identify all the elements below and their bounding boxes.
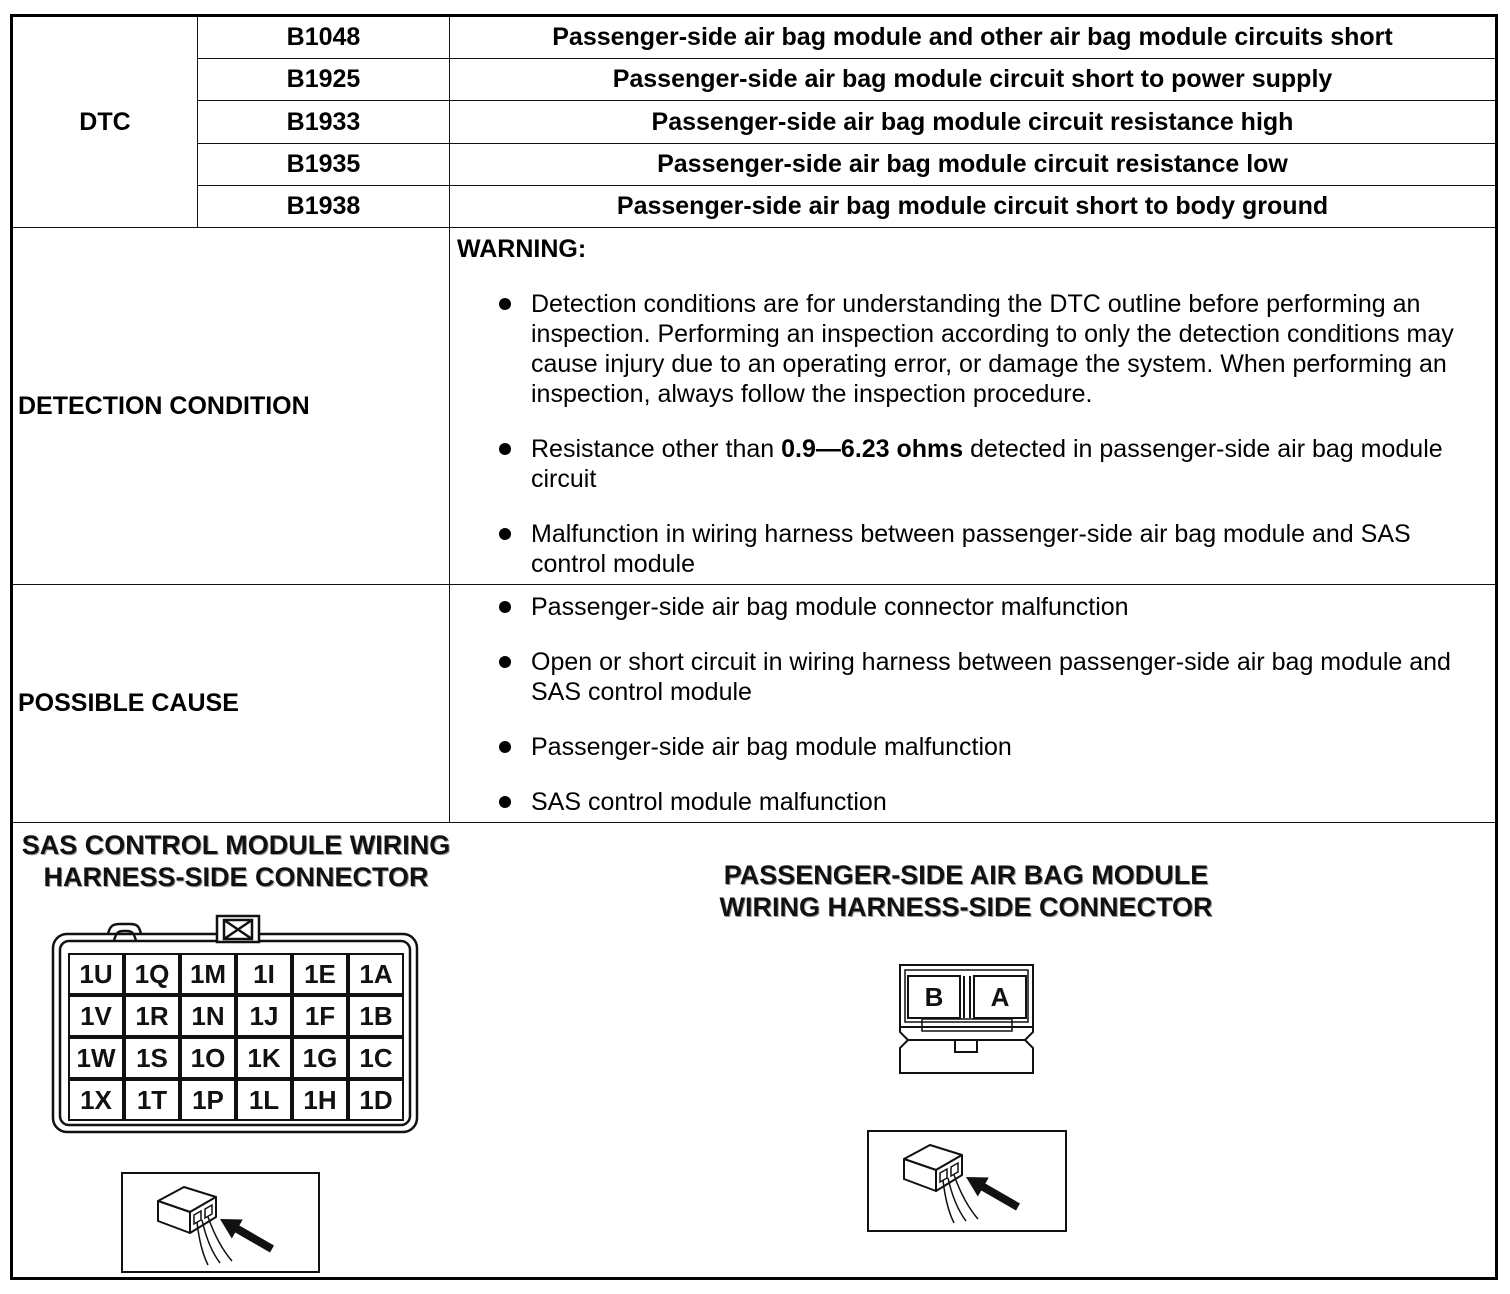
dtc-code: B1935 (286, 150, 361, 178)
divider (197, 17, 198, 227)
dtc-description: Passenger-side air bag module circuit resistance low (657, 150, 1288, 178)
bullet-text-line: Passenger-side air bag module connector malfunction (531, 593, 1129, 621)
bullet-text-line (531, 434, 1495, 464)
sas-terminal-1k: 1K (236, 1037, 292, 1079)
sas-terminal-1x: 1X (68, 1079, 124, 1121)
cause-bullet (450, 732, 1495, 762)
detection-bullet (450, 519, 1495, 579)
connector-tray (922, 1019, 1012, 1031)
sas-terminal-1g: 1G (292, 1037, 348, 1079)
title-line: PASSENGER-SIDE AIR BAG MODULE (723, 860, 1209, 890)
bullet-text-line: SAS control module malfunction (531, 788, 887, 816)
sas-terminal-1u: 1U (68, 953, 124, 995)
bullet-text-line: control module (531, 550, 695, 578)
divider (197, 185, 1495, 186)
resistance-range: 0.9—6.23 ohms (781, 435, 964, 463)
sas-terminal-1v: 1V (68, 995, 124, 1037)
dtc-code: B1938 (286, 192, 361, 220)
passenger-connector-title (696, 859, 1236, 923)
bullet-dot (499, 443, 511, 455)
sas-terminal-1j: 1J (236, 995, 292, 1037)
dtc-code: B1933 (286, 107, 361, 136)
divider (449, 17, 450, 822)
bullet-dot (499, 656, 511, 668)
detection-condition-content (450, 234, 1495, 604)
resistance-text-before: Resistance other than (531, 435, 782, 463)
bullet-text-line: Open or short circuit in wiring harness between passenger-side air bag module and (531, 648, 1451, 676)
dtc-description: Passenger-side air bag module circuit resistance high (651, 107, 1294, 136)
divider (197, 143, 1495, 144)
sas-terminal-1a: 1A (348, 953, 404, 995)
sas-terminal-1e: 1E (292, 953, 348, 995)
cause-bullet (450, 787, 1495, 817)
passenger-terminal-b: B (924, 981, 944, 1012)
bullet-dot (499, 528, 511, 540)
divider (13, 227, 1495, 228)
bullet-text-line: Passenger-side air bag module malfunction (531, 733, 1012, 761)
connector-lock-tab (955, 1040, 977, 1052)
sas-terminal-1q: 1Q (124, 953, 180, 995)
harness-side-view-icon (868, 1131, 1066, 1231)
dtc-code: B1048 (286, 23, 361, 51)
passenger-terminal-a: A (990, 981, 1010, 1012)
cause-bullet (450, 647, 1495, 707)
dtc-description: Passenger-side air bag module and other air bag module circuits short (552, 23, 1393, 51)
sas-terminal-1p: 1P (180, 1079, 236, 1121)
sas-terminal-1r: 1R (124, 995, 180, 1037)
possible-cause-content (450, 592, 1495, 842)
title-line: SAS CONTROL MODULE WIRING (21, 830, 451, 860)
sas-terminal-1d: 1D (348, 1079, 404, 1121)
bullet-dot (499, 796, 511, 808)
sas-terminal-grid (68, 953, 404, 1121)
bullet-text-line: cause injury due to an operating error, or damage the system. When performing an (531, 350, 1447, 378)
harness-side-view-icon (122, 1173, 319, 1272)
bullet-dot (499, 741, 511, 753)
detection-bullet (450, 289, 1495, 409)
sas-connector-title (13, 829, 459, 893)
bullet-text-line: circuit (531, 465, 597, 493)
dtc-label: DTC (79, 107, 131, 136)
dtc-description: Passenger-side air bag module circuit short to power supply (612, 65, 1333, 93)
sas-terminal-1b: 1B (348, 995, 404, 1037)
divider (13, 584, 1495, 585)
sas-terminal-1s: 1S (124, 1037, 180, 1079)
divider (197, 100, 1495, 101)
connector-tab-inner (114, 931, 136, 941)
bullet-dot (499, 298, 511, 310)
sas-terminal-1h: 1H (292, 1079, 348, 1121)
warning-heading: WARNING: (457, 235, 587, 263)
icon-box (868, 1131, 1066, 1231)
bullet-text-line: SAS control module (531, 678, 752, 706)
sas-terminal-1f: 1F (292, 995, 348, 1037)
sas-terminal-1n: 1N (180, 995, 236, 1037)
bullet-text-line: Detection conditions are for understanding the DTC outline before performing an (531, 290, 1421, 318)
dtc-code: B1925 (286, 65, 361, 93)
dtc-description: Passenger-side air bag module circuit short to body ground (616, 192, 1329, 220)
sas-terminal-1m: 1M (180, 953, 236, 995)
sas-terminal-1i: 1I (236, 953, 292, 995)
title-line: WIRING HARNESS-SIDE CONNECTOR (719, 892, 1213, 922)
bullet-dot (499, 601, 511, 613)
detection-condition-label: DETECTION CONDITION (18, 391, 310, 420)
bullet-text-line: inspection. Performing an inspection according to only the detection conditions may (531, 320, 1454, 348)
sas-terminal-1w: 1W (68, 1037, 124, 1079)
sas-terminal-1c: 1C (348, 1037, 404, 1079)
possible-cause-label: POSSIBLE CAUSE (18, 689, 239, 717)
cause-bullet (450, 592, 1495, 622)
connector-tab (108, 924, 141, 934)
bullet-text-line: inspection, always follow the inspection procedure. (531, 380, 1093, 408)
icon-box (122, 1173, 319, 1272)
bullet-text-line: Malfunction in wiring harness between passenger-side air bag module and SAS (531, 520, 1411, 548)
divider (13, 822, 1495, 823)
sas-terminal-1l: 1L (236, 1079, 292, 1121)
divider (197, 58, 1495, 59)
sas-terminal-1t: 1T (124, 1079, 180, 1121)
detection-bullet (450, 434, 1495, 494)
title-line: HARNESS-SIDE CONNECTOR (43, 862, 429, 892)
resistance-text-after: detected in passenger-side air bag module (963, 435, 1443, 463)
sas-terminal-1o: 1O (180, 1037, 236, 1079)
